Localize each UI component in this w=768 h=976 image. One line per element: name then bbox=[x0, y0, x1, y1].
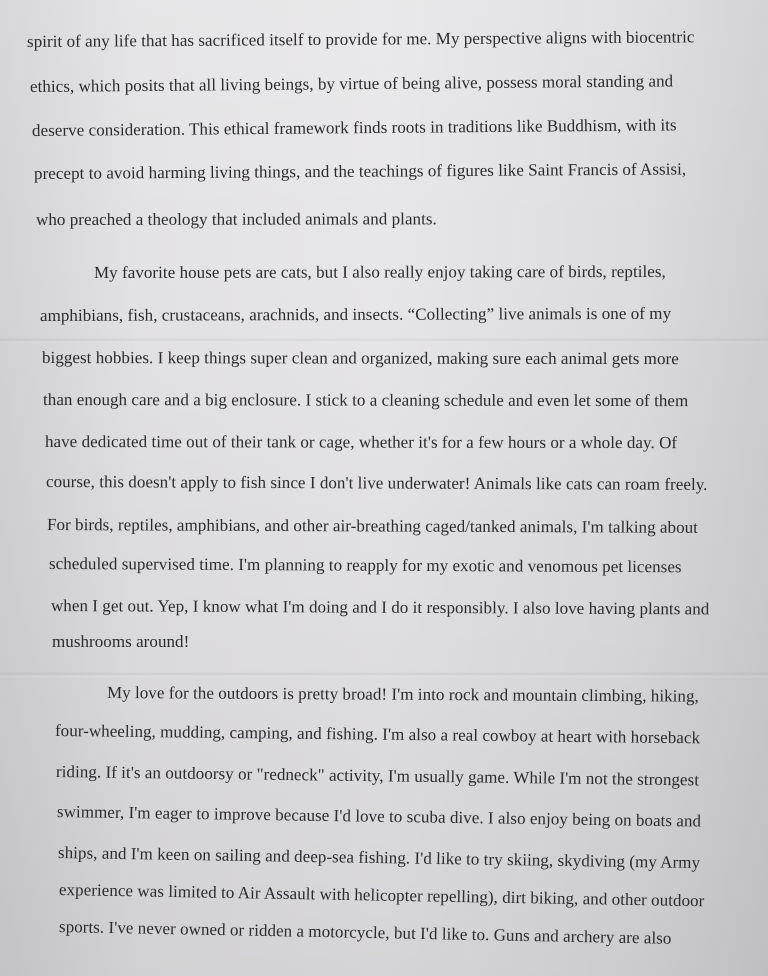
text-line: precept to avoid harming living things, and the teachings of figures like Saint Francis of Assisi, bbox=[33, 159, 687, 183]
text-line: when I get out. Yep, I know what I'm doing and I do it responsibly. I also love having plants and bbox=[50, 596, 710, 619]
text-line: four-wheeling, mudding, camping, and fishing. I'm also a real cowboy at heart with horseback bbox=[54, 721, 701, 748]
text-line: sports. I've never owned or ridden a motorcycle, but I'd like to. Guns and archery are also bbox=[58, 917, 672, 948]
paper-fold-crease bbox=[0, 338, 768, 344]
text-line: mushrooms around! bbox=[52, 632, 190, 651]
paper-fold-crease bbox=[0, 672, 768, 678]
text-line: For birds, reptiles, amphibians, and other air-breathing caged/tanked animals, I'm talking about bbox=[46, 515, 699, 537]
text-line: spirit of any life that has sacrificed itself to provide for me. My perspective aligns with biocentric bbox=[26, 27, 695, 51]
text-line: riding. If it's an outdoorsy or "redneck" activity, I'm usually game. While I'm not the strongest bbox=[55, 762, 700, 790]
text-line: experience was limited to Air Assault with helicopter repelling), dirt biking, and other outdoor bbox=[58, 880, 705, 911]
text-line: My love for the outdoors is pretty broad! I'm into rock and mountain climbing, hiking, bbox=[106, 683, 699, 706]
text-line: ethics, which posits that all living beings, by virtue of being alive, possess moral standing and bbox=[29, 71, 674, 96]
text-line: scheduled supervised time. I'm planning to reapply for my exotic and venomous pet licenses bbox=[48, 554, 682, 577]
text-line: swimmer, I'm eager to improve because I'd love to scuba dive. I also enjoy being on boats and bbox=[56, 802, 702, 831]
text-line: My favorite house pets are cats, but I also really enjoy taking care of birds, reptiles, bbox=[93, 262, 666, 282]
text-line: course, this doesn't apply to fish since I don't live underwater! Animals like cats can roam freely. bbox=[45, 472, 708, 494]
text-line: have dedicated time out of their tank or cage, whether it's for a few hours or a whole day. Of bbox=[44, 432, 678, 453]
text-line: deserve consideration. This ethical framework finds roots in traditions like Buddhism, with its bbox=[31, 115, 677, 140]
text-line: biggest hobbies. I keep things super clean and organized, making sure each animal gets more bbox=[41, 348, 679, 369]
text-line: who preached a theology that included animals and plants. bbox=[35, 209, 437, 229]
text-line: than enough care and a big enclosure. I stick to a cleaning schedule and even let some of them bbox=[42, 390, 689, 411]
text-line: ships, and I'm keen on sailing and deep-sea fishing. I'd like to try skiing, skydiving (my Army bbox=[57, 843, 701, 873]
text-line: amphibians, fish, crustaceans, arachnids, and insects. “Collecting” live animals is one of my bbox=[39, 303, 672, 325]
